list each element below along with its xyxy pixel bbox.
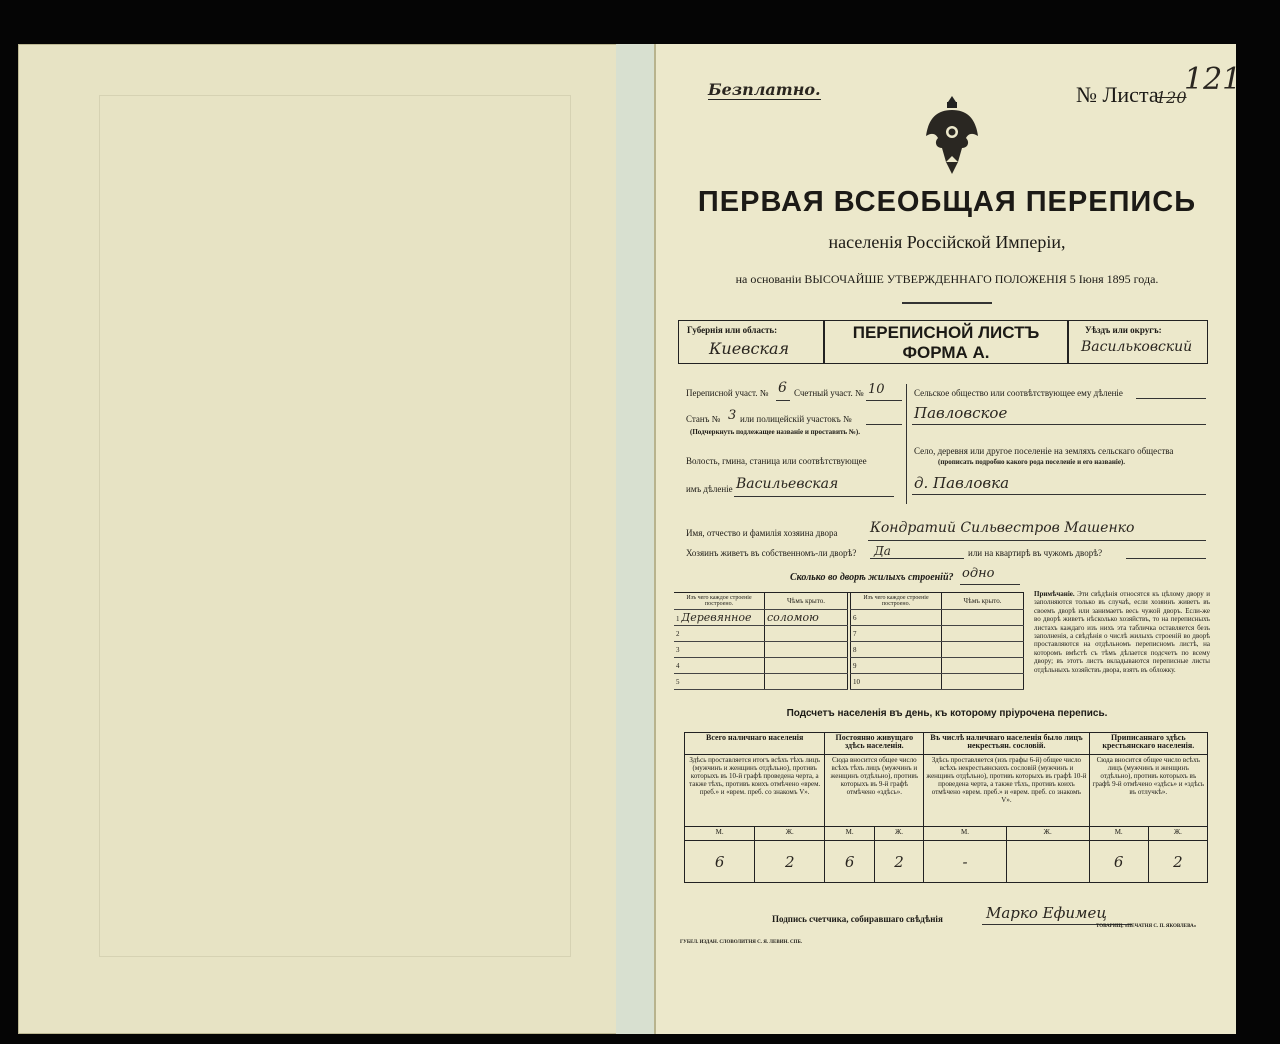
f-header: Ж. xyxy=(874,827,923,841)
census-title: ПЕРВАЯ ВСЕОБЩАЯ ПЕРЕПИСЬ xyxy=(697,186,1197,218)
f-header: Ж. xyxy=(1148,827,1207,841)
form-title: ПЕРЕПИСНОЙ ЛИСТЪ xyxy=(852,323,1040,342)
book-spine xyxy=(616,44,654,1034)
note-text: Эти свѣдѣнія относятся къ цѣлому двору и заполняются только въ случаѣ, если хозяинъ живетъ въ своемъ дворѣ или занимаетъ весь чужой дворъ. Если-же во дворѣ живетъ нѣсколько хозяйствъ, то на переписныхъ листахъ каждаго изъ нихъ эта табличка оставляется безъ заполненія, а свѣдѣнія о числѣ жилыхъ строеній во дворѣ проставляются на отдѣльномъ переписномъ листѣ, на которомъ вмѣстѣ съ тѣмъ дѣлается подсчетъ по всему двору; въ этотъ листъ вкладываются переписные листы отдѣльныхъ хозяйствъ двора, взятъ въ обложку. xyxy=(1034,590,1210,674)
owner-name-value: Кондратий Сильвестров Машенко xyxy=(870,520,1135,536)
f-header: Ж. xyxy=(755,827,825,841)
gubernia-label: Губернія или область: xyxy=(687,325,778,335)
buildings-table-left: Изъ чего каждое строеніе построено. Чѣмъ крыто. 1 Деревянное соломою 2 3 4 5 xyxy=(674,593,848,690)
count-district-value: 10 xyxy=(868,382,885,397)
building-row: 4 xyxy=(674,658,765,674)
footer-left: ГУБЕЛ. ИЗДАН. СЛОВОЛИТНЯ С. Я. ЛЕВИН. СПБ. xyxy=(680,940,803,945)
building-row: 3 xyxy=(674,642,765,658)
show-through-print xyxy=(99,95,571,957)
signature-value: Марко Ефимец xyxy=(986,904,1107,922)
col-desc: Здѣсь проставляется итогъ всѣхъ тѣхъ лицъ (мужчинъ и женщинъ отдѣльно), противъ которыхъ въ 10-й графѣ проведена черта, а также тѣхъ, противъ коихъ отмѣчено «врем. преб.» и «врем. преб. со знакомъ V». xyxy=(685,755,825,827)
building-row: 1 Деревянное xyxy=(674,610,765,626)
population-table xyxy=(684,732,1208,883)
m-header: М. xyxy=(1089,827,1148,841)
uezd-box xyxy=(1068,320,1208,364)
count-cell xyxy=(1006,841,1089,883)
volost-value: Васильевская xyxy=(736,476,839,492)
note-block xyxy=(1034,590,1210,674)
count-cell: 2 xyxy=(1148,841,1207,883)
blank-left-page xyxy=(18,44,618,1034)
census-subtitle: населенія Россійской Имперіи, xyxy=(828,232,1066,252)
building-row: 10 xyxy=(851,674,942,690)
society-value: Павловское xyxy=(914,404,1008,422)
count-cell: 6 xyxy=(825,841,874,883)
col-title: Приписаннаго здѣсь крестьянскаго населенія. xyxy=(1089,733,1207,755)
census-form-page xyxy=(654,44,1242,1034)
building-row: 7 xyxy=(851,626,942,642)
buildings-table-right: Изъ чего каждое строеніе построено. Чѣмъ крыто. 6 7 8 9 10 xyxy=(850,593,1024,690)
sheet-number-label: № Листа xyxy=(1076,82,1159,107)
m-header: М. xyxy=(825,827,874,841)
footer-right: ТОВАРИЩ. «ПЕЧАТНЯ С. П. ЯКОВЛЕВА» xyxy=(1096,924,1197,929)
count-cell: 2 xyxy=(874,841,923,883)
m-header: М. xyxy=(685,827,755,841)
count-cell: - xyxy=(924,841,1007,883)
f-header: Ж. xyxy=(1006,827,1089,841)
building-row: 5 xyxy=(674,674,765,690)
signature-label: Подпись счетчика, собиравшаго свѣдѣнія xyxy=(772,914,943,924)
title-divider xyxy=(902,302,992,304)
society-label: Сельское общество или соотвѣтствующее ему дѣленіе xyxy=(914,388,1123,398)
free-label: Безплатно. xyxy=(708,80,821,99)
underline-note: (Подчеркнуть подлежащее названіе и проставить №). xyxy=(690,428,860,436)
stan-value: 3 xyxy=(728,408,737,423)
building-row: 8 xyxy=(851,642,942,658)
uezd-label: Уѣздъ или округъ: xyxy=(1085,325,1162,335)
building-row: 6 xyxy=(851,610,942,626)
building-row: 9 xyxy=(851,658,942,674)
building-row: 2 xyxy=(674,626,765,642)
field-divider xyxy=(906,384,907,504)
col-title: Всего наличнаго населенія xyxy=(685,733,825,755)
volost-label-2: имъ дѣленіе xyxy=(686,484,733,494)
form-title-box xyxy=(824,320,1068,364)
sheet-number-struck: 120 xyxy=(1156,88,1187,107)
count-district-label: Счетный участ. № xyxy=(794,388,864,398)
col-material-header: Изъ чего каждое строеніе построено. xyxy=(674,593,765,610)
count-cell: 6 xyxy=(1089,841,1148,883)
sheet-number-value: 121 xyxy=(1184,62,1242,97)
village-note: (прописать подробно какого рода поселеніе и его названіе). xyxy=(938,458,1126,466)
col-desc: Сюда вносится общее число всѣхъ лицъ (мужчинъ и женщинъ отдѣльно), противъ которыхъ въ графѣ 9-й отмѣчено «здѣсь» и «здѣсь въ отлучкѣ». xyxy=(1089,755,1207,827)
col-desc: Сюда вносится общее число всѣхъ тѣхъ лицъ (мужчинъ и женщинъ отдѣльно), противъ которыхъ въ 9-й графѣ отмѣчено «здѣсь». xyxy=(825,755,924,827)
village-value: д. Павловка xyxy=(914,474,1010,492)
col-title: Въ числѣ наличнаго населенія было лицъ некрестьян. сословій. xyxy=(924,733,1089,755)
village-label: Село, деревня или другое поселеніе на земляхъ сельскаго общества xyxy=(914,446,1174,456)
buildings-table xyxy=(674,592,1024,686)
buildings-value: одно xyxy=(962,566,995,581)
count-cell: 6 xyxy=(685,841,755,883)
col-roof-header: Чѣмъ крыто. xyxy=(765,593,848,610)
double-headed-eagle-emblem xyxy=(924,92,980,176)
police-label: или полицейскій участокъ № xyxy=(740,414,852,424)
col-desc: Здѣсь проставляется (изъ графы 6-й) общее число всѣхъ некрестьянскихъ сословій (мужчинъ и женщинъ отдѣльно), противъ которыхъ въ графѣ 10-й проведена черта, а также тѣхъ, противъ коихъ отмѣчено «врем. преб.» и «врем. преб. со знакомъ V». xyxy=(924,755,1089,827)
census-district-label: Переписной участ. № xyxy=(686,388,769,398)
count-cell: 2 xyxy=(755,841,825,883)
gubernia-value: Киевская xyxy=(709,339,790,358)
col-title: Постоянно живущаго здѣсь населенія. xyxy=(825,733,924,755)
note-title: Примѣчаніе. xyxy=(1034,590,1075,598)
buildings-label: Сколько во дворѣ жилыхъ строеній? xyxy=(790,572,954,583)
form-name: ФОРМА А. xyxy=(902,343,990,362)
owner-name-label: Имя, отчество и фамилія хозяина двора xyxy=(686,528,838,538)
stan-label: Станъ № xyxy=(686,414,721,424)
volost-label: Волость, гмина, станица или соотвѣтствующее xyxy=(686,456,867,466)
owner-lives-value: Да xyxy=(874,544,891,558)
apartment-label: или на квартирѣ въ чужомъ дворѣ? xyxy=(968,548,1103,558)
population-heading: Подсчетъ населенія въ день, къ которому пріурочена перепись. xyxy=(786,708,1108,719)
census-basis: на основаніи ВЫСОЧАЙШЕ УТВЕРЖДЕННАГО ПОЛОЖЕНІЯ 5 Іюня 1895 года. xyxy=(735,272,1159,286)
gubernia-box xyxy=(678,320,824,364)
uezd-value: Васильковский xyxy=(1081,339,1193,355)
census-district-value: 6 xyxy=(778,380,787,396)
m-header: М. xyxy=(924,827,1007,841)
owner-lives-label: Хозяинъ живетъ въ собственномъ-ли дворѣ? xyxy=(686,548,857,558)
